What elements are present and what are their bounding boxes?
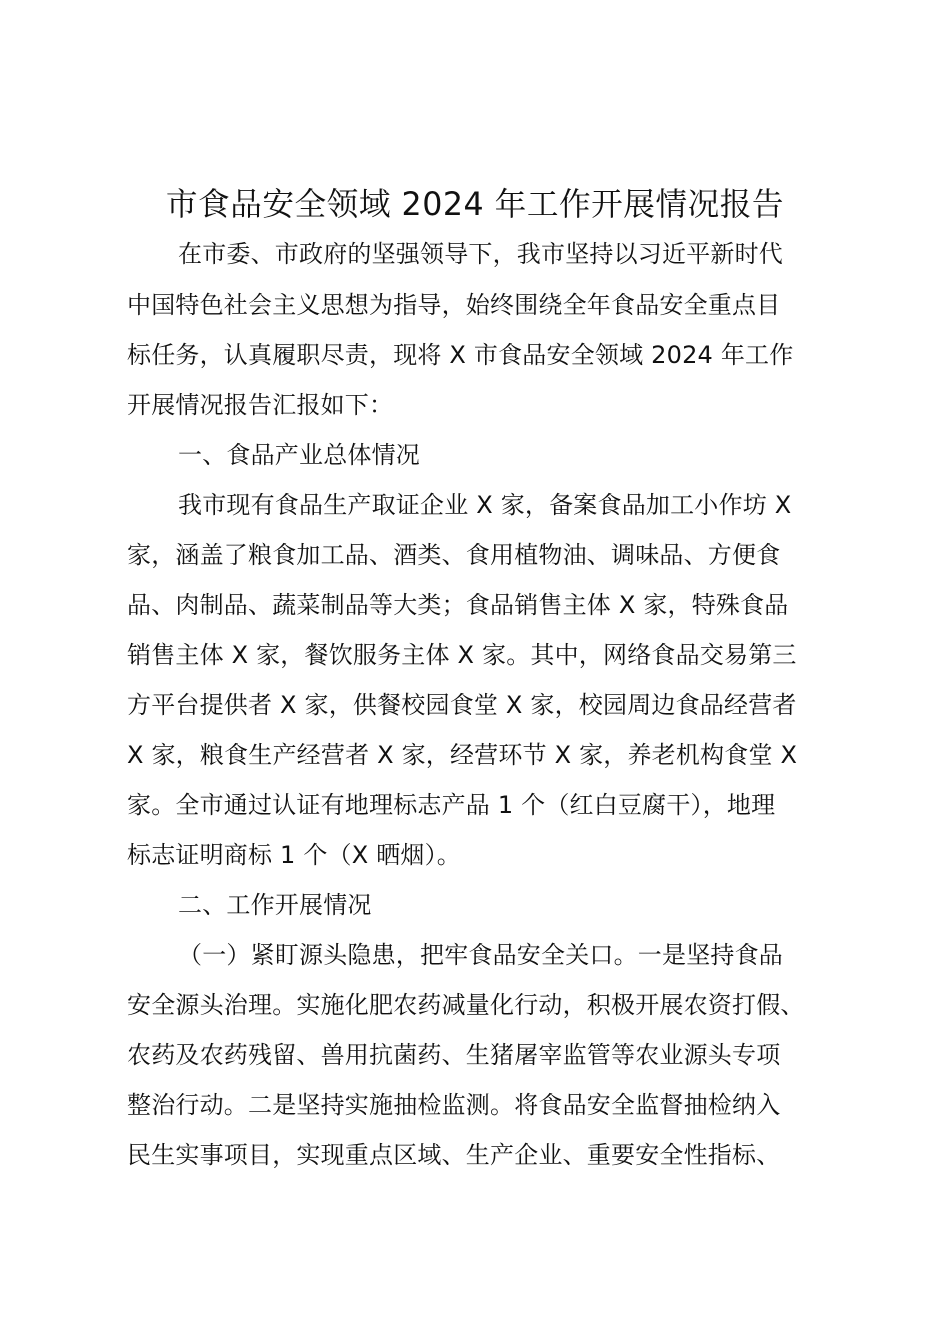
paragraph-line: 家，涵盖了粮食加工品、酒类、食用植物油、调味品、方便食 [127, 541, 781, 569]
paragraph-line: （一）紧盯源头隐患，把牢食品安全关口。一是坚持食品 [178, 941, 783, 969]
document-title: 市食品安全领域 2024 年工作开展情况报告 [165, 187, 785, 223]
paragraph-line: 标任务，认真履职尽责，现将 X 市食品安全领域 2024 年工作 [127, 341, 794, 369]
paragraph-line: 方平台提供者 X 家，供餐校园食堂 X 家，校园周边食品经营者 [127, 691, 797, 719]
paragraph-line: 农药及农药残留、兽用抗菌药、生猪屠宰监管等农业源头专项 [127, 1041, 781, 1069]
paragraph-line: 整治行动。二是坚持实施抽检监测。将食品安全监督抽检纳入 [127, 1091, 781, 1119]
paragraph-line: 开展情况报告汇报如下： [127, 391, 394, 419]
paragraph-line: 家。全市通过认证有地理标志产品 1 个（红白豆腐干），地理 [127, 791, 776, 819]
paragraph-line: 民生实事项目，实现重点区域、生产企业、重要安全性指标、 [127, 1141, 781, 1169]
paragraph-line: X 家，粮食生产经营者 X 家，经营环节 X 家，养老机构食堂 X [127, 741, 798, 769]
paragraph-line: 品、肉制品、蔬菜制品等大类；食品销售主体 X 家，特殊食品 [127, 591, 789, 619]
paragraph-line: 销售主体 X 家，餐饮服务主体 X 家。其中，网络食品交易第三 [127, 641, 797, 669]
section-heading: 一、食品产业总体情况 [178, 441, 420, 469]
paragraph-line: 在市委、市政府的坚强领导下，我市坚持以习近平新时代 [178, 240, 783, 268]
paragraph-line: 标志证明商标 1 个（X 晒烟）。 [127, 841, 461, 869]
section-heading: 二、工作开展情况 [178, 891, 372, 919]
paragraph-line: 我市现有食品生产取证企业 X 家，备案食品加工小作坊 X [178, 491, 792, 519]
paragraph-line: 安全源头治理。实施化肥农药减量化行动，积极开展农资打假、 [127, 991, 805, 1019]
paragraph-line: 中国特色社会主义思想为指导，始终围绕全年食品安全重点目 [127, 291, 781, 319]
